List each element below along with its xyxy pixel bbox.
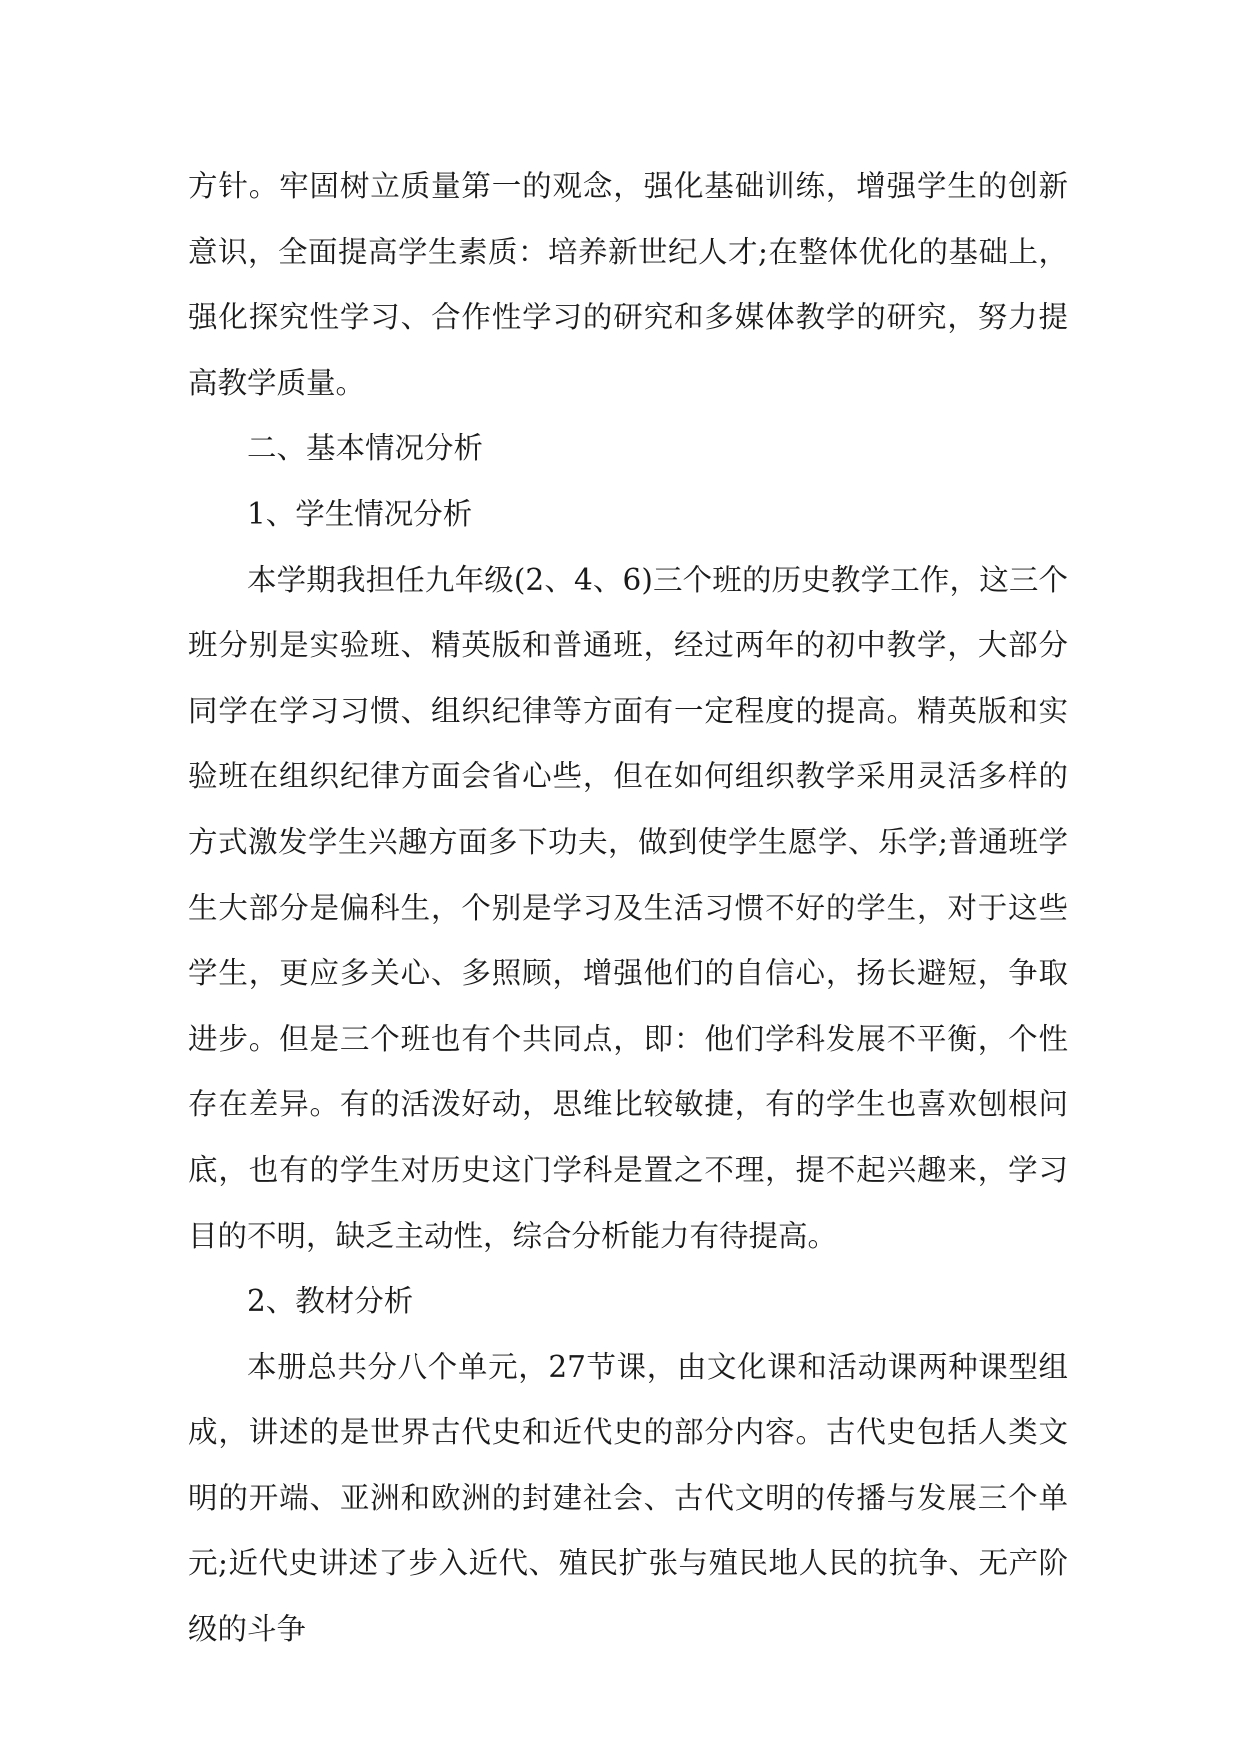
subsection-heading-textbook-analysis: 2、教材分析	[247, 1284, 414, 1319]
document-page	[188, 154, 1068, 1663]
body-paragraph-student-analysis: 本学期我担任九年级(2、4、6)三个班的历史教学工作，这三个班分别是实验班、精英版和普通班，经过两年的初中教学，大部分同学在学习习惯、组织纪律等方面有一定程度的提高。精英版和实验班在组织纪律方面会省心些，但在如何组织教学采用灵活多样的方式激发学生兴趣方面多下功夫，做到使学生愿学、乐学;普通班学生大部分是偏科生，个别是学习及生活习惯不好的学生，对于这些学生，更应多关心、多照顾，增强他们的自信心，扬长避短，争取进步。但是三个班也有个共同点，即：他们学科发展不平衡，个性存在差异。有的活泼好动，思维比较敏捷，有的学生也喜欢刨根问底，也有的学生对历史这门学科是置之不理，提不起兴趣来，学习目的不明，缺乏主动性，综合分析能力有待提高。	[188, 562, 1068, 1253]
body-paragraph-policy: 方针。牢固树立质量第一的观念，强化基础训练，增强学生的创新意识，全面提高学生素质：培养新世纪人才;在整体优化的基础上，强化探究性学习、合作性学习的研究和多媒体教学的研究，努力提高教学质量。	[188, 169, 1068, 400]
section-heading-basic-analysis: 二、基本情况分析	[247, 431, 484, 466]
subsection-heading-student-analysis: 1、学生情况分析	[247, 496, 473, 531]
body-paragraph-textbook-analysis: 本册总共分八个单元，27节课，由文化课和活动课两种课型组成，讲述的是世界古代史和近代史的部分内容。古代史包括人类文明的开端、亚洲和欧洲的封建社会、古代文明的传播与发展三个单元;近代史讲述了步入近代、殖民扩张与殖民地人民的抗争、无产阶级的斗争	[188, 1349, 1068, 1647]
